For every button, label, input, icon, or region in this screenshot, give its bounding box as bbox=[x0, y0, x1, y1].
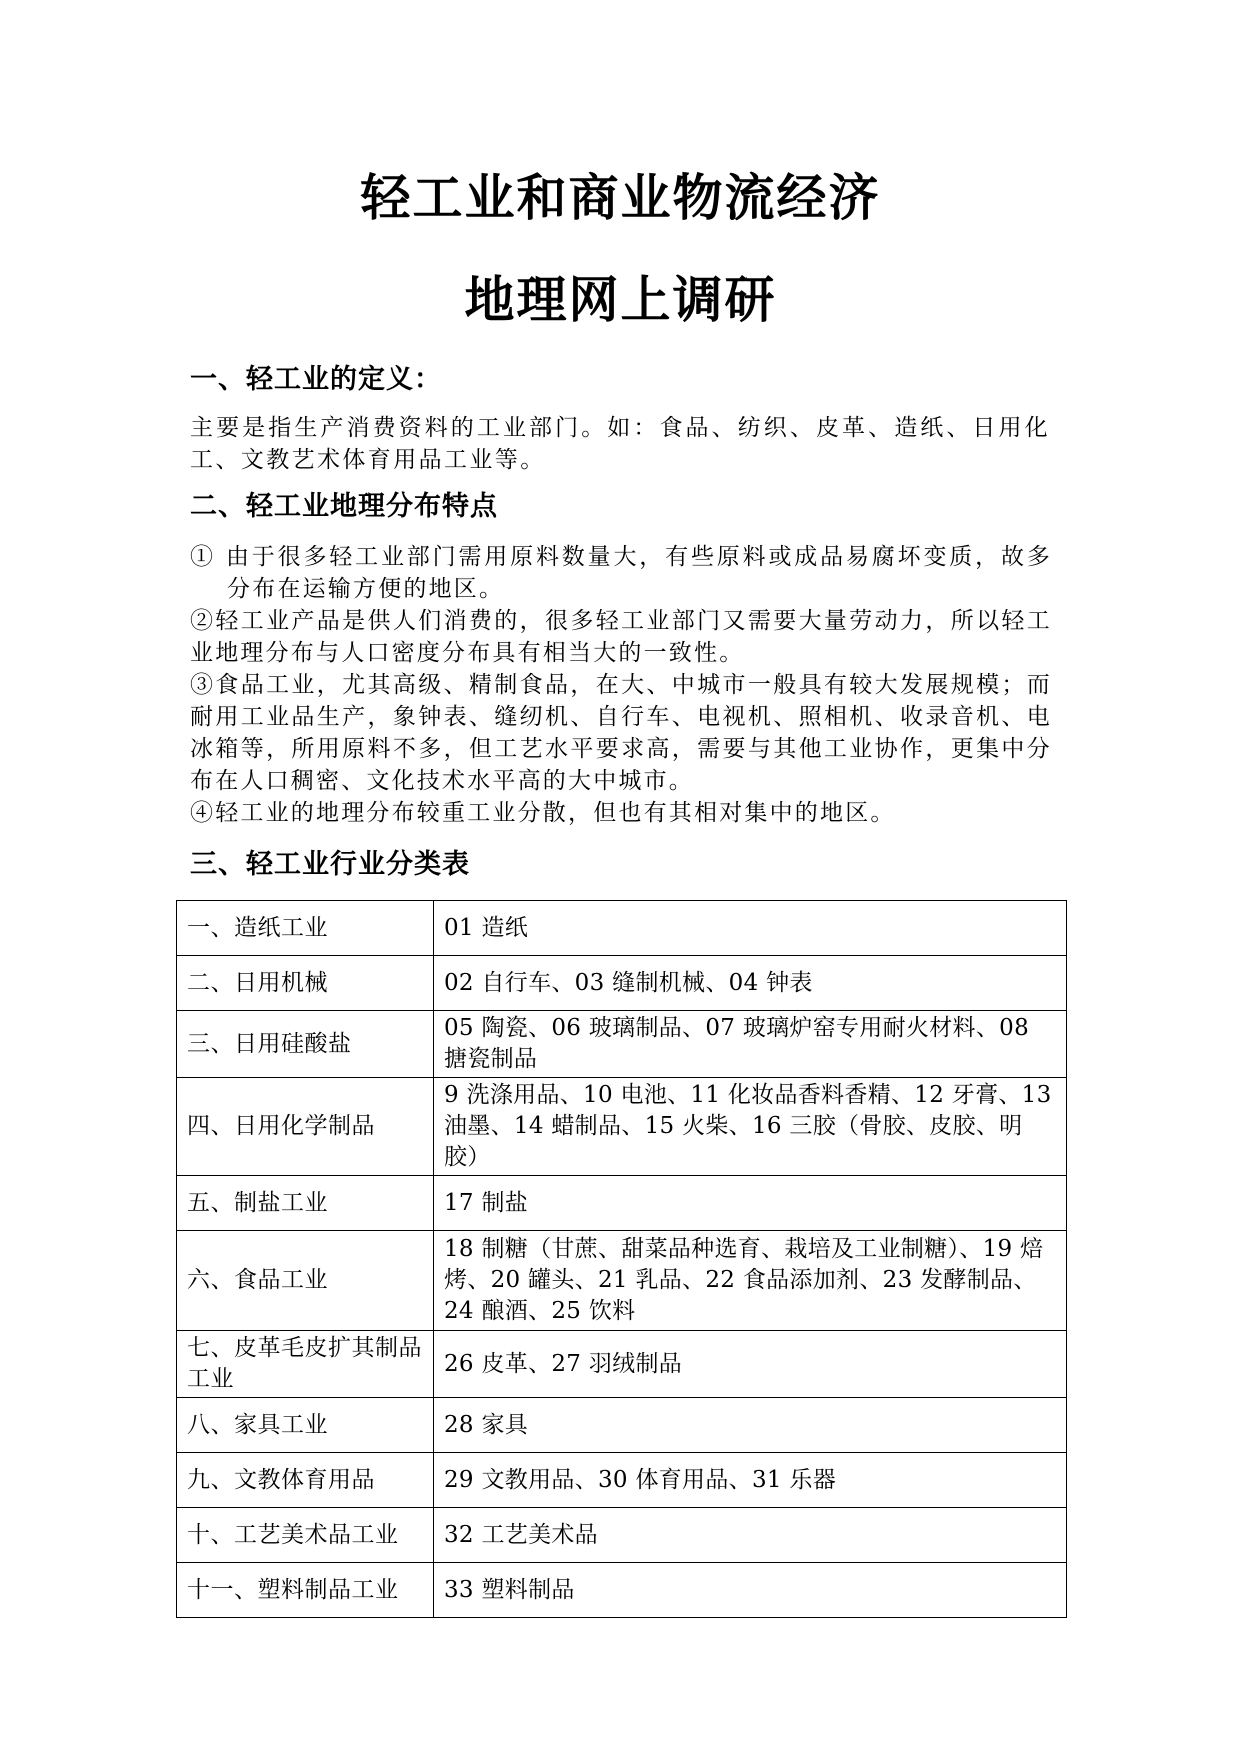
table-row bbox=[177, 1011, 1067, 1078]
category-cell: 六、食品工业 bbox=[177, 1231, 434, 1331]
distribution-point-1: ① 由于很多轻工业部门需用原料数量大，有些原料或成品易腐坏变质，故多分布在运输方便的地区。 bbox=[190, 544, 1052, 602]
category-cell: 四、日用化学制品 bbox=[177, 1078, 434, 1176]
items-cell: 9 洗涤用品、10 电池、11 化妆品香料香精、12 牙膏、13 油墨、14 蜡制品、15 火柴、16 三胶（骨胶、皮胶、明胶） bbox=[434, 1078, 1067, 1176]
industry-classification-table bbox=[176, 900, 1067, 1618]
table-row bbox=[177, 1331, 1067, 1398]
category-cell: 十、工艺美术品工业 bbox=[177, 1508, 434, 1563]
items-cell: 01 造纸 bbox=[434, 901, 1067, 956]
section-2-heading: 二、轻工业地理分布特点 bbox=[190, 491, 498, 522]
items-cell: 05 陶瓷、06 玻璃制品、07 玻璃炉窑专用耐火材料、08 搪瓷制品 bbox=[434, 1011, 1067, 1078]
distribution-points bbox=[190, 541, 1052, 829]
table-row bbox=[177, 901, 1067, 956]
distribution-point-2: ②轻工业产品是供人们消费的，很多轻工业部门又需要大量劳动力，所以轻工业地理分布与人口密度分布具有相当大的一致性。 bbox=[190, 608, 1052, 666]
table-row bbox=[177, 1563, 1067, 1618]
table-row bbox=[177, 1508, 1067, 1563]
category-cell: 八、家具工业 bbox=[177, 1398, 434, 1453]
items-cell: 26 皮革、27 羽绒制品 bbox=[434, 1331, 1067, 1398]
items-cell: 29 文教用品、30 体育用品、31 乐器 bbox=[434, 1453, 1067, 1508]
table-row bbox=[177, 956, 1067, 1011]
category-cell: 一、造纸工业 bbox=[177, 901, 434, 956]
table-row bbox=[177, 1453, 1067, 1508]
document-title-line-1: 轻工业和商业物流经济 bbox=[360, 169, 881, 227]
category-cell: 三、日用硅酸盐 bbox=[177, 1011, 434, 1078]
category-cell: 五、制盐工业 bbox=[177, 1176, 434, 1231]
category-cell: 九、文教体育用品 bbox=[177, 1453, 434, 1508]
definition-paragraph: 主要是指生产消费资料的工业部门。如：食品、纺织、皮革、造纸、日用化工、文教艺术体育用品工业等。 bbox=[190, 415, 1050, 473]
table-row bbox=[177, 1176, 1067, 1231]
table-row bbox=[177, 1231, 1067, 1331]
items-cell: 02 自行车、03 缝制机械、04 钟表 bbox=[434, 956, 1067, 1011]
section-3-heading: 三、轻工业行业分类表 bbox=[190, 849, 470, 880]
table-row bbox=[177, 1398, 1067, 1453]
table-row bbox=[177, 1078, 1067, 1176]
document-title-line-2: 地理网上调研 bbox=[464, 271, 777, 329]
distribution-point-3: ③食品工业，尤其高级、精制食品，在大、中城市一般具有较大发展规模；而耐用工业品生产，象钟表、缝纫机、自行车、电视机、照相机、收录音机、电冰箱等，所用原料不多，但工艺水平要求高，需要与其他工业协作，更集中分布在人口稠密、文化技术水平高的大中城市。 bbox=[190, 672, 1052, 794]
items-cell: 17 制盐 bbox=[434, 1176, 1067, 1231]
items-cell: 32 工艺美术品 bbox=[434, 1508, 1067, 1563]
section-1-heading: 一、轻工业的定义： bbox=[190, 364, 442, 395]
category-cell: 七、皮革毛皮扩其制品工业 bbox=[177, 1331, 434, 1398]
distribution-point-4: ④轻工业的地理分布较重工业分散，但也有其相对集中的地区。 bbox=[190, 800, 896, 826]
category-cell: 二、日用机械 bbox=[177, 956, 434, 1011]
items-cell: 33 塑料制品 bbox=[434, 1563, 1067, 1618]
items-cell: 18 制糖（甘蔗、甜菜品种选育、栽培及工业制糖）、19 焙烤、20 罐头、21 乳品、22 食品添加剂、23 发酵制品、24 酿酒、25 饮料 bbox=[434, 1231, 1067, 1331]
category-cell: 十一、塑料制品工业 bbox=[177, 1563, 434, 1618]
items-cell: 28 家具 bbox=[434, 1398, 1067, 1453]
